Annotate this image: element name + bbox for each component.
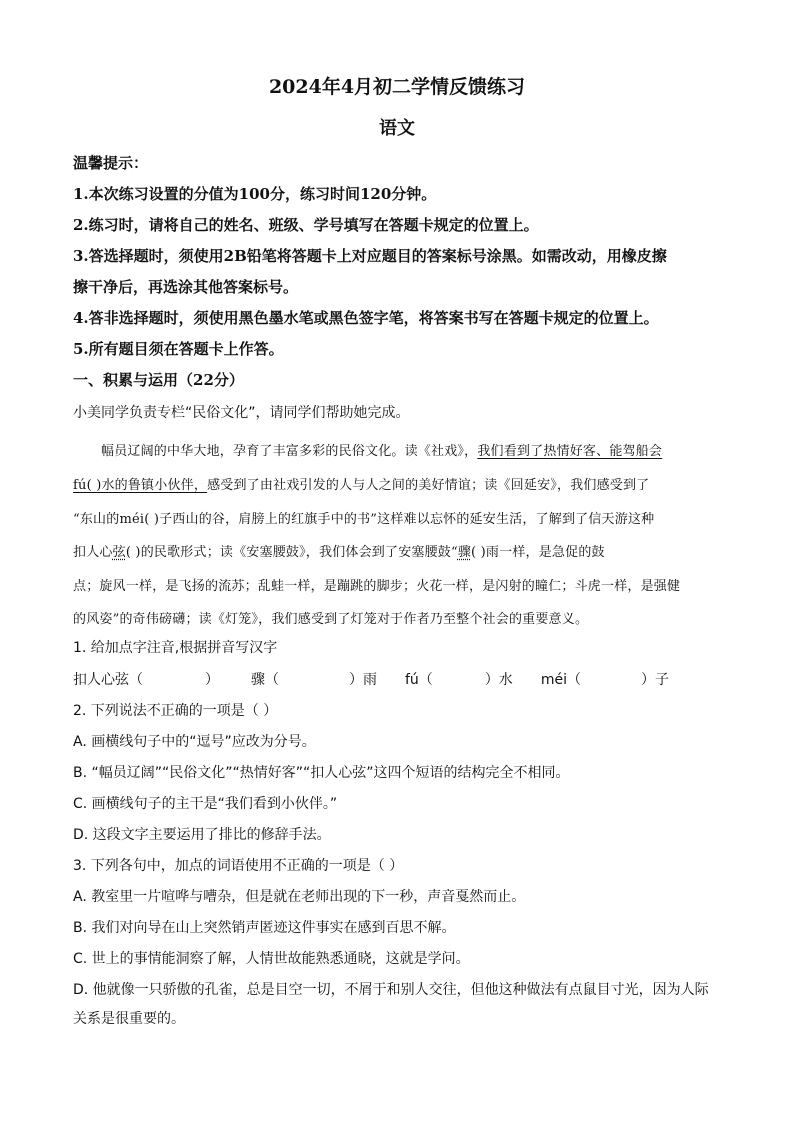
tip-item: 5.所有题目须在答题卡上作答。 xyxy=(73,340,284,358)
passage-line: 点；旋风一样，是飞扬的流苏；乱蛙一样，是蹦跳的脚步；火花一样，是闪射的瞳仁；斗虎一样，是强健 xyxy=(73,579,681,594)
question-2-option: A. 画横线句子中的“逗号”应改为分号。 xyxy=(73,734,316,750)
passage-line: 扣人心弦( )的民歌形式；读《安塞腰鼓》，我们体会到了安塞腰鼓“骤( )雨一样，是急促的鼓 xyxy=(73,545,605,560)
tip-item: 4.答非选择题时，须使用黑色墨水笔或黑色签字笔，将答案书写在答题卡规定的位置上。 xyxy=(73,309,659,327)
underlined-sentence: 我们看到了热情好客、能驾船会 xyxy=(477,444,663,459)
question-3-stem: 3. 下列各句中，加点的词语使用不正确的一项是（ ） xyxy=(73,858,404,874)
page-title: 2024年4月初二学情反馈练习 xyxy=(268,76,526,98)
dotted-char: 弦 xyxy=(112,545,126,560)
dotted-char: 骤 xyxy=(457,545,472,560)
question-3-option: A. 教室里一片喧哗与嘈杂，但是就在老师出现的下一秒，声音戛然而止。 xyxy=(73,889,526,905)
question-3-option: B. 我们对向导在山上突然销声匿迹这件事实在感到百思不解。 xyxy=(73,920,456,936)
passage-line: fú( )水的鲁镇小伙伴，感受到了由社戏引发的人与人之间的美好情谊；读《回延安》，我们感受到了 xyxy=(73,478,650,493)
question-3-option-continued: 关系是很重要的。 xyxy=(73,1011,185,1027)
section-heading: 一、积累与运用（22分） xyxy=(73,371,244,389)
section-intro: 小美同学负责专栏“民俗文化”，请同学们帮助她完成。 xyxy=(73,405,410,421)
question-2-stem: 2. 下列说法不正确的一项是（ ） xyxy=(73,703,278,719)
underlined-sentence: fú( )水的鲁镇小伙伴， xyxy=(73,478,208,493)
tip-item: 1.本次练习设置的分值为100分，练习时间120分钟。 xyxy=(73,185,437,203)
question-3-option: D. 他就像一只骄傲的孔雀，总是目空一切，不屑于和别人交往，但他这种做法有点鼠目寸光，因为人际 xyxy=(73,982,709,998)
tip-item: 2.练习时，请将自己的姓名、班级、学号填写在答题卡规定的位置上。 xyxy=(73,216,539,234)
subject-title: 语文 xyxy=(379,118,415,139)
passage-line: 幅员辽阔的中华大地，孕育了丰富多彩的民俗文化。读《社戏》，我们看到了热情好客、能驾船会 xyxy=(101,444,663,459)
passage-line: 的风姿”的奇伟磅礴；读《灯笼》，我们感受到了灯笼对于作者乃至整个社会的重要意义。 xyxy=(73,612,589,627)
tip-item: 3.答选择题时，须使用2B铅笔将答题卡上对应题目的答案标号涂黑。如需改动，用橡皮擦 xyxy=(73,247,667,265)
question-2-option: D. 这段文字主要运用了排比的修辞手法。 xyxy=(73,827,331,843)
passage-line: “东山的méi( )子西山的谷，肩膀上的红旗手中的书”这样难以忘怀的延安生活，了解到了信天游这种 xyxy=(73,512,655,527)
question-2-option: B. “幅员辽阔”“民俗文化”“热情好客”“扣人心弦”这四个短语的结构完全不相同。 xyxy=(73,765,570,781)
question-1-stem: 1. 给加点字注音,根据拼音写汉字 xyxy=(73,640,278,656)
tip-item: 擦干净后，再选涂其他答案标号。 xyxy=(73,278,299,296)
question-2-option: C. 画横线句子的主干是“我们看到小伙伴。” xyxy=(73,796,338,812)
question-1-blanks: 扣人心弦（ ） 骤（ ）雨 fú（ ）水 méi（ ）子 xyxy=(73,672,669,688)
tips-heading: 温馨提示： xyxy=(73,154,149,172)
question-3-option: C. 世上的事情能洞察了解，人情世故能熟悉通晓，这就是学问。 xyxy=(73,951,470,967)
